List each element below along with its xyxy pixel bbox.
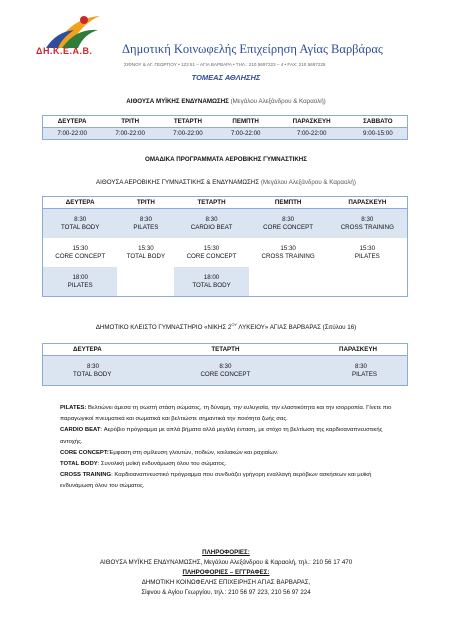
session-class: PILATES [352,370,377,378]
table-header-cell: ΤΕΤΑΡΤΗ [177,344,274,356]
table-header-cell: ΔΕΥΤΕΡΑ [43,197,118,209]
description-text: : Καρδιοαναπνευστικό πρόγραμμα που συνδυάζει γρήγορη εναλλαγή αερόβιων ασκήσεων και μυϊκή ενδυνάμωση όλου του σώματος. [60,472,372,490]
description-paragraph [60,470,405,492]
session-cell [328,209,408,239]
session-cell [177,356,274,386]
session-time: 8:30 [219,362,232,370]
description-paragraph [60,459,405,470]
session-cell [43,238,118,267]
table-row [43,209,408,239]
table-cell: 7:00-22:00 [101,128,159,140]
closed-gym-heading-sup: ΟΥ [231,322,238,327]
session-cell [174,267,248,297]
session-cell [174,209,248,239]
session-class: TOTAL BODY [126,252,166,260]
table-cell: 7:00-22:00 [275,128,349,140]
session-cell [249,209,328,239]
organization-title: Δημοτική Κοινωφελής Επιχείρηση Αγίας Βαρβάρας [122,42,383,56]
session-time: 15:30 [280,244,296,252]
session-cell [43,209,118,239]
session-class: CORE CONCEPT [263,223,314,231]
session-class: CROSS TRAINING [261,252,315,260]
session-cell [249,267,328,297]
table-cell: 7:00-22:00 [217,128,275,140]
description-text: : Συνολική μυϊκή ενδυνάμωση όλου του σώματος. [97,461,227,468]
gym-heading-address: (Μεγάλου Αλεξάνδρου & Καραολή) [228,98,326,105]
session-time: 8:30 [87,362,100,370]
session-cell [274,356,408,386]
session-class: TOTAL BODY [60,223,100,231]
gym-heading [0,98,452,105]
gym-heading-main: ΑΙΘΟΥΣΑ ΜΥΪΚΗΣ ΕΝΔΥΝΑΜΩΣΗΣ [126,98,229,105]
session-time: 18:00 [203,273,220,281]
table-header-cell: ΤΡΙΤΗ [101,116,159,128]
info-line: ΔΗΜΟΤΙΚΗ ΚΟΙΝΩΦΕΛΗΣ ΕΠΙΧΕΙΡΗΣΗ ΑΓΙΑΣ ΒΑΡΒΑΡΑΣ, [141,579,311,586]
session-class: CARDIO BEAT [190,223,233,231]
aerobic-subheading-address: (Μεγάλου Αλεξάνδρου & Καραολή) [259,179,356,186]
session-time: 15:30 [72,244,88,252]
closed-gym-heading [0,322,452,331]
department-title: ΤΟΜΕΑΣ ΑΘΛΗΣΗΣ [191,73,261,82]
aerobic-subheading-main: ΑΙΘΟΥΣΑ ΑΕΡΟΒΙΚΗΣ ΓΥΜΝΑΣΤΙΚΗΣ & ΕΝΔΥΝΑΜΩΣΗΣ [96,179,260,186]
description-term: TOTAL BODY [60,461,98,468]
aerobic-subheading [0,179,452,186]
session-time: 8:30 [282,215,295,223]
description-paragraph [60,403,405,425]
aerobic-heading [0,156,452,163]
class-descriptions [60,403,405,493]
session-cell [174,238,248,267]
organization-address: ΣΙΦΝΟΥ & ΑΓ. ΓΕΩΡΓΙΟΥ • 123 51 – ΑΓΙΑ ΒΑΡΒΑΡΑ • ΤΗΛ.: 210 5697223 – 4 • FAX: 210 5697225 [124,62,326,67]
session-time: 8:30 [361,215,374,223]
description-term: CORE CONCEPT: [60,449,109,456]
description-term: CROSS TRAINING [60,472,112,479]
session-time: 8:30 [354,362,367,370]
session-time: 8:30 [205,215,218,223]
gym-hours-table [42,115,408,140]
session-class: TOTAL BODY [73,370,112,378]
organization-acronym: ΔΗ.Κ.Ε.Α.Β. [36,46,93,56]
table-header-cell: ΔΕΥΤΕΡΑ [43,344,177,356]
closed-gym-heading-start: ΔΗΜΟΤΙΚΟ ΚΛΕΙΣΤΟ ΓΥΜΝΑΣΤΗΡΙΟ «ΝΙΚΗΣ 2 [95,324,232,332]
session-cell [43,356,177,386]
table-header-cell: ΤΡΙΤΗ [117,197,174,209]
session-cell [249,238,328,267]
session-time: 15:30 [138,244,154,252]
session-class: CORE CONCEPT [55,252,106,260]
info-line: Σίφνου & Αγίου Γεωργίου, τηλ.: 210 56 97 223, 210 56 97 224 [141,589,311,596]
table-row [43,128,408,140]
session-class: PILATES [354,252,380,260]
description-term: PILATES: [60,405,87,411]
table-row [43,267,408,297]
info-title: ΠΛΗΡΟΦΟΡΙΕΣ – ΕΓΓΡΑΦΕΣ: [182,569,270,576]
session-time: 15:30 [359,244,376,252]
info-line: ΑΙΘΟΥΣΑ ΜΥΪΚΗΣ ΕΝΔΥΝΑΜΩΣΗΣ, Μεγάλου Αλεξάνδρου & Καραολή, τηλ.: 210 56 17 470 [99,559,353,566]
description-term: CARDIO BEAT [60,427,101,434]
session-time: 8:30 [139,215,152,223]
table-header-cell: ΠΕΜΠΤΗ [217,116,275,128]
aerobic-schedule-table [42,196,408,297]
aerobic-heading-text: ΟΜΑΔΙΚΑ ΠΡΟΓΡΑΜΜΑΤΑ ΑΕΡΟΒΙΚΗΣ ΓΥΜΝΑΣΤΙΚΗΣ [145,156,307,163]
session-class: TOTAL BODY [192,281,231,289]
session-class: PILATES [67,281,93,289]
table-cell: 9:00-15:00 [349,128,408,140]
table-cell: 7:00-22:00 [159,128,217,140]
table-row [43,356,408,386]
description-paragraph [60,425,405,447]
table-header-cell: ΣΑΒΒΑΤΟ [349,116,408,128]
session-cell [117,238,174,267]
description-text: Βελτιώνει άμεσα τη σωστή στάση σώματος, τη δύναμη, την ευλυγισία, την ελαστικότητα και την ισορροπία. Γίνετε πιο παραγωγικοί πνευματικά και σωματικά και βελτιώστε σημαντικά την ποιότητα ζωής σας. [60,405,392,423]
info-title: ΠΛΗΡΟΦΟΡΙΕΣ: [202,549,250,556]
session-class: CROSS TRAINING [340,223,394,231]
closed-gym-heading-end: ΛΥΚΕΙΟΥ» ΑΓΙΑΣ ΒΑΡΒΑΡΑΣ (Σιτύλου 16) [237,324,357,332]
table-header-cell: ΤΕΤΑΡΤΗ [174,197,248,209]
session-cell [117,209,174,239]
table-header-cell: ΠΑΡΑΣΚΕΥΗ [275,116,349,128]
description-text: : Αερόβιο πρόγραμμα με απλά βήματα αλλά μεγάλη ένταση, με στόχο τη βελτίωση της καρδιοαναπνευστικής αντοχής. [60,427,383,445]
session-time: 8:30 [74,215,87,223]
session-class: CORE CONCEPT [200,370,251,378]
session-class: PILATES [133,223,159,231]
session-cell [328,267,408,297]
table-header-cell: ΠΕΜΠΤΗ [249,197,328,209]
table-header-cell: ΔΕΥΤΕΡΑ [43,116,102,128]
session-cell [328,238,408,267]
closed-gym-schedule-table [42,343,408,386]
session-time: 18:00 [72,273,88,281]
session-time: 15:30 [203,244,220,252]
table-row [43,238,408,267]
info-block [0,548,452,598]
description-text: Έμφαση στη σμίλευση γλουτών, ποδιών, κοιλιακών και ραχιαίων. [108,449,279,456]
table-header-cell: ΠΑΡΑΣΚΕΥΗ [274,344,408,356]
table-header-cell: ΠΑΡΑΣΚΕΥΗ [328,197,408,209]
table-cell: 7:00-22:00 [43,128,102,140]
session-cell [117,267,174,297]
description-paragraph [60,448,405,459]
table-header-cell: ΤΕΤΑΡΤΗ [159,116,217,128]
session-class: CORE CONCEPT [186,252,237,260]
session-cell [43,267,118,297]
